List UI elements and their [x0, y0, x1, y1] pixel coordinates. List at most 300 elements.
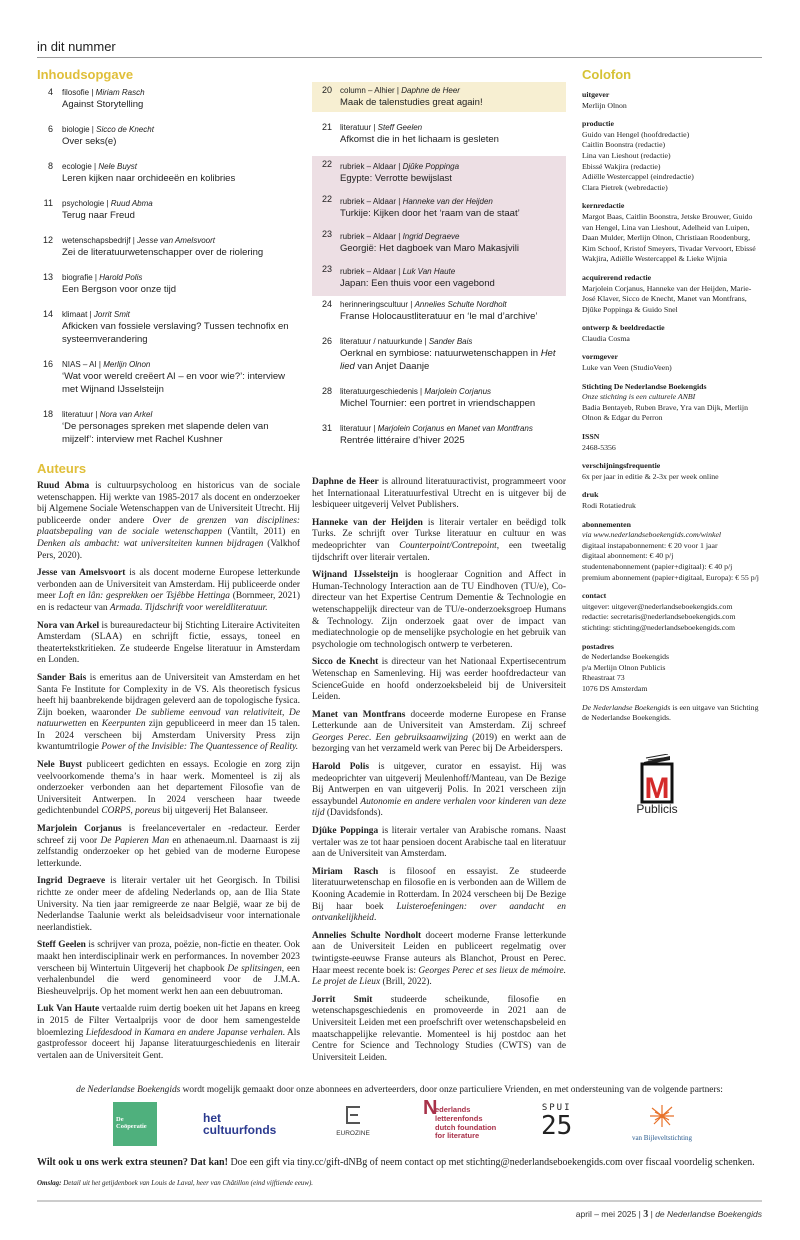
text-run: digitaal instapabonnement: € 20 voor 1 jaar	[582, 540, 718, 550]
text-run: Margot Baas, Caitlin Boonstra, Jetske Brouwer, Guido van Hengel, Lina van Lieshout, Adelheid van Luipen, Daan Mulder, Merlijn Olnon, Christiaan Roodenburg, Kim Schoof, Kristof Smeyers, Tivadar Vervoort, Ebissé Wakjira, Adiëlle Westercappel & Lieke Wijnia	[582, 211, 756, 264]
text-run: premium abonnement (papier+digitaal, Europa): € 55 p/j	[582, 572, 759, 582]
category: psychologie	[62, 199, 105, 208]
entry-category: herinneringscultuur | Annelies Schulte Nordholt	[340, 300, 507, 309]
text-run: is een uitgave van Stichting de Nederlandse Boekengids.	[582, 702, 759, 723]
section-header: in dit nummer	[37, 39, 116, 54]
partners-intro	[37, 1084, 762, 1096]
eurozine-mark-icon	[346, 1106, 360, 1124]
text-run: Adiëlle Westercappel (eindredactie)	[582, 172, 694, 182]
entry-title	[340, 277, 562, 290]
colofon-line	[582, 663, 762, 674]
text-run: Terug naar Freud	[62, 210, 135, 221]
entry-author: Nele Buyst	[98, 162, 138, 171]
entry-title	[340, 172, 562, 185]
text-run: is literair vertaler uit het Georgisch. In Tbilisi richtte ze onder meer de afdeling Nederlands op, aan de Ilia State University. Na tien jaar remigreerde ze naar België, waar ze bij de Nederlandse Taalunie werkt als beleidsadviseur voor internationale neerlandistiek.	[37, 876, 300, 933]
colofon-section	[582, 461, 762, 482]
cultuurfonds-line1: het	[203, 1111, 221, 1126]
text-run: Rodi Rotatiedruk	[582, 501, 636, 510]
bold-text: Luk Van Haute	[37, 1004, 100, 1015]
toc-entry[interactable]	[37, 84, 299, 114]
page-number: 24	[321, 299, 332, 309]
italic-text: via www.nederlandseboekengids.com/winkel	[582, 530, 722, 540]
entry-title	[62, 420, 299, 446]
colofon-line	[582, 212, 762, 265]
italic-text: Armada. Tijdschrift voor wereldliteratuur.	[109, 602, 268, 613]
category: klimaat	[62, 310, 88, 319]
page-number: 26	[321, 336, 332, 346]
category: NIAS – AI	[62, 360, 97, 369]
text-run: Merlijn Olnon	[582, 100, 627, 110]
text-run: (2019) en werkt aan de bezorging van het verzameld werk van Perec bij De Arbeiderspers.	[312, 732, 566, 755]
text-run: is cultuurpsycholoog en historicus van de sociale wetenschappen. Hij werkte van 1985-2017 als docent en onderzoeker bij Algemene Sociale Wetenschappen van de Universiteit Utrecht. Hij publiceerde onder andere	[37, 481, 300, 526]
text-run: is freelancevertaler en -redacteur. Eerder schreef zij voor	[37, 824, 300, 846]
entry-category: rubriek – Aldaar | Hanneke van der Heijden	[340, 197, 493, 206]
entry-author: Marjolein Corjanus en Manet van Montfrans	[377, 424, 533, 433]
toc-entry[interactable]	[312, 119, 566, 149]
page-number: 11	[43, 198, 53, 208]
logo-eurozine[interactable]	[333, 1106, 373, 1137]
entry-category: NIAS – AI | Merlijn Olnon	[62, 360, 151, 369]
logo-letterenfonds[interactable]	[423, 1097, 497, 1141]
colofon-line	[582, 392, 762, 403]
page-number: 18	[42, 409, 53, 419]
text-run: is schrijver van proza, poëzie, non-fictie en theater. Ook maakt hen interdisciplinair werk en performances. In november 2023 verscheen bij Wintertuin Uitgeverij het chapbook	[37, 940, 300, 974]
author-bio	[37, 1004, 300, 1062]
italic-text: Over de grenzen van disciplines: plaatsbepaling van de sociale wetenschappen	[37, 515, 300, 538]
page-footer	[37, 1209, 762, 1220]
colofon-section-heading: druk	[582, 490, 599, 500]
page-number: 23	[321, 229, 332, 239]
entry-author: Sander Bais	[428, 337, 473, 346]
entry-category: psychologie | Ruud Abma	[62, 199, 153, 208]
text-run: Afkomst die in het lichaam is gesleten	[340, 134, 499, 145]
text-run: de Nederlandse Boekengids	[582, 652, 670, 662]
colofon-section-heading: kernredactie	[582, 201, 625, 211]
text-run: Zei de literatuurwetenschapper over de riolering	[62, 247, 264, 258]
toc-entry[interactable]	[312, 156, 566, 191]
text-run: Guido van Hengel (hoofdredactie)	[582, 129, 690, 139]
text-run: Lina van Lieshout (redactie)	[582, 150, 671, 160]
entry-title	[62, 370, 299, 396]
text-run: (Vantilt, 2011) en	[221, 527, 300, 538]
text-run: doceerde moderne Europese en Franse Letterkunde aan de Universiteit van Amsterdam. Zij schreef	[312, 709, 566, 732]
toc	[37, 67, 566, 457]
entry-category: rubriek – Aldaar | Ingrid Degraeve	[340, 232, 460, 241]
text-run: Clara Pietrek (webredactie)	[582, 182, 668, 192]
bold-text: Marjolein Corjanus	[37, 824, 122, 835]
bold-text: Djûke Poppinga	[312, 826, 379, 837]
page-number: 23	[321, 264, 332, 274]
toc-entry[interactable]	[37, 121, 299, 151]
entry-author: Daphne de Heer	[401, 86, 460, 95]
author-bio	[312, 762, 566, 820]
text-run: zijn gepubliceerd in meer dan 15 talen. In 2024 verscheen bij Amsterdam University Press zijn kwantumtrilogie	[37, 719, 300, 753]
colofon-line	[582, 130, 762, 141]
cover-credit	[37, 1179, 762, 1188]
entry-author: Marjolein Corjanus	[424, 387, 492, 396]
entry-title	[340, 347, 562, 373]
colofon-line	[582, 573, 762, 584]
nlf-line: letterenfonds	[435, 1113, 483, 1123]
text-run: studentenabonnement (papier+digitaal): € 40 p/j	[582, 561, 733, 571]
colofon-line	[582, 334, 762, 345]
entry-title	[340, 242, 562, 255]
text-run: (Bornmeer, 2021) en is redacteur van	[37, 591, 300, 613]
italic-text: Keerpunten	[101, 719, 146, 730]
toc-entry[interactable]	[37, 306, 299, 349]
page-number: 12	[42, 235, 53, 245]
bold-text: Wijnand IJsselsteijn	[312, 570, 399, 581]
entry-title	[62, 246, 299, 259]
text-run: digitaal abonnement: € 40 p/j	[582, 551, 674, 561]
colofon-line	[582, 541, 762, 552]
bold-text: Nora van Arkel	[37, 620, 100, 631]
spui-label: SPUI	[541, 1103, 572, 1114]
bold-text: Wilt ook u ons werk extra steunen? Dat kan!	[37, 1157, 228, 1169]
toc-right-column	[312, 67, 566, 457]
toc-entry[interactable]	[312, 261, 566, 296]
text-run: Against Storytelling	[62, 99, 144, 110]
entry-title	[340, 310, 562, 323]
category: biografie	[62, 273, 93, 282]
header-divider	[37, 57, 762, 58]
category: filosofie	[62, 88, 90, 97]
text-run: Ebissé Wakjira (redactie)	[582, 161, 661, 171]
toc-entry[interactable]	[312, 420, 566, 450]
text-run: . Als gastprofessor doceert hij Japanse literatuurgeschiedenis en literair vertalen aan de Universiteit Gent.	[37, 1027, 300, 1061]
text-run: is als docent moderne Europese letterkunde verbonden aan de Universiteit van Amsterdam. Hij publiceerde onder meer	[37, 568, 301, 602]
colofon-line	[582, 403, 762, 424]
nlf-line: ederlands	[435, 1105, 471, 1115]
bold-text: Jesse van Amelsvoort	[37, 568, 126, 579]
colofon-line	[582, 284, 762, 316]
colofon-line	[582, 602, 762, 613]
text-run: Caitlin Boonstra (redactie)	[582, 140, 666, 150]
text-run: Rheastraat 73	[582, 673, 625, 683]
bold-text: Nele Buyst	[37, 760, 83, 771]
bold-text: Manet van Montfrans	[312, 709, 406, 720]
entry-author: Jorrit Smit	[93, 310, 130, 319]
entry-category: biografie | Harold Polis	[62, 273, 143, 282]
bold-text: Hanneke van der Heijden	[312, 517, 423, 528]
text-run: wordt mogelijk gemaakt door onze abonnees en adverteerders, door onze particuliere Vrienden, en met ondersteuning van de volgende partners:	[180, 1085, 723, 1096]
text-run: is uitgever, curator en essayist. Hij was medeoprichter van uitgeverij Meulenhoff/Manteau, van De Bezige Bij Antwerpen en van uitgeverij Polis. In 2021 verscheen zijn essaybundel	[312, 762, 566, 807]
text-run: is emeritus aan de Universiteit van Amsterdam en het Santa Fe Institute for Complexity in de VS. Als theoretisch fysicus heeft hij baanbrekende bijdragen geleverd aan de topologische fysica. Zijn boeken, waaronder	[37, 672, 300, 718]
colofon-section-heading: productie	[582, 119, 614, 129]
colofon-section-heading: uitgever	[582, 90, 610, 99]
colofon-section	[582, 119, 762, 193]
text-run: .	[373, 913, 377, 924]
toc-left-column	[37, 84, 299, 449]
category: rubriek – Aldaar	[340, 267, 397, 276]
toc-entry[interactable]	[37, 232, 299, 262]
colofon-line	[582, 673, 762, 684]
author-bio	[312, 570, 566, 651]
eurozine-label: EUROZINE	[336, 1130, 370, 1138]
entry-title	[62, 172, 299, 185]
colofon-section	[582, 382, 762, 424]
entry-category: filosofie | Miriam Rasch	[62, 88, 145, 97]
text-run: (Davidsfonds).	[324, 808, 383, 819]
network-star-icon	[649, 1104, 675, 1128]
separator: |	[638, 1209, 641, 1220]
entry-title	[62, 209, 299, 222]
category: literatuurgeschiedenis	[340, 387, 418, 396]
italic-text: De sublieme eenvoud van relativiteit, De natuurwetten	[37, 707, 300, 730]
colofon-section	[582, 273, 762, 315]
author-bio	[312, 657, 566, 703]
author-bio	[312, 710, 566, 756]
colofon-section	[582, 352, 762, 373]
entry-category: ecologie | Nele Buyst	[62, 162, 138, 171]
italic-text: Liefdesdood in Kamara en andere Japanse verhalen	[85, 1027, 283, 1038]
author-bio	[37, 824, 300, 870]
toc-entry[interactable]	[312, 383, 566, 413]
italic-text: CORPS, poreus	[101, 806, 161, 817]
text-run: uitgever: uitgever@nederlandseboekengids.com	[582, 601, 733, 611]
entry-category: rubriek – Aldaar | Luk Van Haute	[340, 267, 456, 276]
category: literatuur / natuurkunde	[340, 337, 423, 346]
page-number: 6	[47, 124, 53, 134]
entry-title	[340, 434, 562, 447]
text-run: Rentrée littéraire d’hiver 2025	[340, 435, 465, 446]
italic-text: Onze stichting is een culturele ANBI	[582, 392, 696, 402]
svg-text:M: M	[644, 771, 670, 805]
text-run: studeerde scheikunde, filosofie en wetenschapsgeschiedenis en promoveerde in 2021 aan de Universiteit Leiden met een proefschrift over wetenschapsbeleid en maatschappelijke relevantie. Momenteel is hij postdoc aan het Centre for Science and Technology Studies (CWTS) van de Universiteit Leiden.	[312, 994, 566, 1063]
entry-title	[340, 207, 562, 220]
entry-category: biologie | Sicco de Knecht	[62, 125, 154, 134]
nlf-line: for literature	[435, 1131, 480, 1141]
entry-author: Jesse van Amelsvoort	[137, 236, 215, 245]
text-run: Japan: Een thuis voor een vagebond	[340, 278, 495, 289]
magazine-name: de Nederlandse Boekengids	[655, 1209, 762, 1220]
colofon-section	[582, 90, 762, 111]
bold-text: Annelies Schulte Nordholt	[312, 930, 422, 941]
colofon-heading: Colofon	[582, 67, 632, 82]
colofon-line	[582, 151, 762, 162]
toc-heading: Inhoudsopgave	[37, 67, 134, 82]
entry-author: Ruud Abma	[110, 199, 153, 208]
nlf-line: dutch foundation	[435, 1122, 497, 1132]
text-run: Badia Bentayeb, Ruben Brave, Yra van Dijk, Merlijn Olnon & Edgar du Perron	[582, 402, 748, 423]
colofon-section	[582, 520, 762, 584]
category: herinneringscultuur	[340, 300, 409, 309]
entry-author: Hanneke van der Heijden	[402, 197, 493, 206]
colofon-section	[582, 642, 762, 695]
italic-text: Georges Perec et ses lieux de mémoire. Le projet de Lieux	[312, 965, 566, 988]
entry-category: klimaat | Jorrit Smit	[62, 310, 130, 319]
entry-author: Steff Geelen	[377, 123, 423, 132]
italic-text: Loft en lân: gesprekken oer Tsjêbbe Hettinga	[58, 591, 230, 602]
category: literatuur	[340, 424, 372, 433]
colofon-line	[582, 162, 762, 173]
publicis-logo	[630, 754, 690, 814]
entry-title	[340, 397, 562, 410]
toc-entry[interactable]	[37, 195, 299, 225]
text-run: p/a Merlijn Olnon Publicis	[582, 662, 666, 672]
author-bio	[312, 477, 566, 512]
logo-spui25[interactable]	[541, 1103, 573, 1142]
colofon	[582, 90, 762, 724]
category: rubriek – Aldaar	[340, 232, 397, 241]
bold-text: Harold Polis	[312, 762, 369, 773]
text-run: Oerknal en symbiose: natuurwetenschappen in	[340, 348, 541, 359]
colofon-section-heading: ontwerp & beeldredactie	[582, 323, 665, 333]
entry-category: literatuur / natuurkunde | Sander Bais	[340, 337, 473, 346]
author-bios	[37, 477, 567, 1070]
category: literatuur	[340, 123, 372, 132]
text-run: Een Bergson voor onze tijd	[62, 284, 177, 295]
text-run: 6x per jaar in editie & 2-3x per week online	[582, 471, 719, 481]
text-run: Michel Tournier: een portret in vriendschappen	[340, 398, 536, 409]
entry-author: Sicco de Knecht	[96, 125, 154, 134]
logo-de-cooperatie[interactable]: De Coöperatie	[113, 1102, 157, 1146]
colofon-section	[582, 323, 762, 344]
entry-author: Merlijn Olnon	[103, 360, 151, 369]
text-run: stichting: stichting@nederlandseboekengids.com	[582, 622, 736, 632]
support-appeal	[37, 1156, 762, 1169]
page-number: 8	[47, 161, 53, 171]
entry-author: Miriam Rasch	[95, 88, 145, 97]
colofon-line	[582, 501, 762, 512]
colofon-line	[582, 612, 762, 623]
colofon-line	[582, 684, 762, 695]
colofon-line	[582, 183, 762, 194]
colofon-line	[582, 551, 762, 562]
text-run: Detail uit het getijdenboek van Louis de Laval, heer van Châtillon (eind vijftiende eeuw).	[61, 1179, 314, 1188]
text-run: publiceert gedichten en essays. Ecologie en zorg zijn veelvoorkomende thema’s in haar werk. Momenteel is zij als onderzoeker verbonden aan het departement Filosofie van de Universiteit Antwerpen. In 2024 verscheen haar tweede gedichtenbundel	[37, 760, 300, 817]
italic-text: de Nederlandse Boekengids	[76, 1085, 181, 1096]
text-run: Marjolein Corjanus, Hanneke van der Heijden, Marie-José Klaver, Sicco de Knecht, Manet van Montfrans, Djûke Poppinga & Guido Snel	[582, 283, 752, 314]
separator: |	[650, 1209, 653, 1220]
entry-category: rubriek – Aldaar | Djûke Poppinga	[340, 162, 460, 171]
author-bio	[37, 673, 300, 754]
toc-entry[interactable]	[312, 82, 566, 112]
bold-text: Jorrit Smit	[312, 994, 373, 1005]
italic-text: Het lied	[340, 348, 556, 372]
text-run: is literair vertaler en beëdigd tolk Turks. Ze schrijft over Turkse literatuur en cultuur en was medeoprichter van	[312, 517, 566, 551]
category: column – Alhier	[340, 86, 395, 95]
colofon-line	[582, 443, 762, 454]
toc-entry[interactable]	[312, 333, 566, 376]
bold-text: Sander Bais	[37, 672, 87, 683]
entry-category: wetenschapsbedrijf | Jesse van Amelsvoort	[62, 236, 215, 245]
text-run: doceert moderne Franse letterkunde aan de Universiteit Leiden en publiceert regelmatig over twintigste-eeuwse Franse auteurs als Blanchot, Proust en Perec. Haar meest recente boek is:	[312, 930, 566, 976]
colofon-line	[582, 363, 762, 374]
colofon-line	[582, 652, 762, 663]
text-run: Luke van Veen (StudioVeen)	[582, 363, 672, 373]
italic-text: Denken als ambacht: wat universiteiten kunnen bijdragen	[37, 538, 264, 549]
colofon-section-heading: vormgever	[582, 352, 618, 362]
author-bio	[37, 940, 300, 998]
toc-entry[interactable]	[312, 226, 566, 261]
toc-entry[interactable]	[37, 269, 299, 299]
page-number: 4	[47, 87, 53, 97]
text-run: Doe een gift via tiny.cc/gift-dNBg of neem contact op met stichting@nederlandseboekengids.com over fiscaal voordelig schenken.	[227, 1157, 755, 1169]
toc-entry[interactable]	[312, 191, 566, 226]
colofon-line	[582, 562, 762, 573]
entry-category: literatuur | Steff Geelen	[340, 123, 423, 132]
main-content	[37, 67, 762, 1070]
author-bio	[37, 621, 300, 667]
colofon-line	[582, 172, 762, 183]
italic-text: De Nederlandse Boekengids	[582, 702, 671, 712]
text-run: is hoogleraar Cognition and Affect in Human-Technology Interaction aan de TU Eindhoven (TU/e), Co-directeur van het Expertise Centrum Dementie & Technologie en wetenschappelijk directeur van de TU/e-onderzoeksgroep Humans & Technology. Zijn onderzoek gaat over de impact van mediatechnologie op de menselijke psychologie en het gebruik van psychologie om technologisch ontwerp te verbeteren.	[312, 570, 566, 650]
toc-entry[interactable]	[37, 158, 299, 188]
text-run: is directeur van het Nationaal Expertisecentrum Wetenschap en Samenleving. Hij was eerder hoofdredacteur van ScienceGuide en hoofd onderzoeksbeleid bij de Universiteit Leiden.	[312, 657, 566, 703]
colofon-line	[582, 623, 762, 634]
colofon-section	[582, 432, 762, 453]
entry-category: literatuurgeschiedenis | Marjolein Corjanus	[340, 387, 492, 396]
authors-heading: Auteurs	[37, 461, 87, 476]
entry-title	[62, 283, 299, 296]
entry-author: Ingrid Degraeve	[402, 232, 460, 241]
toc-entry[interactable]	[37, 356, 299, 399]
italic-text: De Papieren Man	[100, 835, 170, 846]
text-run: 2468-5356	[582, 442, 616, 452]
text-run: redactie: secretaris@nederlandseboekengids.com	[582, 612, 736, 622]
text-run: Claudia Cosma	[582, 333, 630, 343]
bold-text: Ingrid Degraeve	[37, 876, 106, 887]
text-run: (Valkhof Pers, 2020).	[37, 538, 301, 561]
entry-title	[62, 98, 299, 111]
toc-entry[interactable]	[37, 406, 299, 449]
italic-text: Counterpoint/Contrepoint	[399, 540, 497, 551]
spui-number: 25	[541, 1111, 573, 1142]
footer-divider	[37, 1200, 762, 1202]
page-number: 22	[321, 159, 332, 169]
author-bio	[312, 931, 566, 989]
colofon-line	[582, 530, 762, 541]
entry-author: Djûke Poppinga	[402, 162, 460, 171]
text-run: , een verhalenbundel die werd genomineerd voor de J.M.A. Biesheuvelprijs. Op het moment werkt hen aan een debuutroman.	[37, 963, 300, 997]
svg-text:Publicis: Publicis	[636, 801, 678, 814]
author-bio	[37, 481, 300, 562]
entry-title	[340, 96, 562, 109]
toc-entry[interactable]	[312, 296, 566, 326]
page-number: 16	[42, 359, 53, 369]
entry-category: literatuur | Nora van Arkel	[62, 410, 153, 419]
text-run: Afkicken van fossiele verslaving? Tussen technofix en systeemverandering	[62, 321, 289, 345]
author-bio	[37, 568, 300, 614]
bold-text: Daphne de Heer	[312, 477, 379, 487]
colofon-section-heading: postadres	[582, 641, 614, 651]
bold-text: Sicco de Knecht	[312, 657, 379, 668]
bijvelt-label: van Bijleveltstichting	[631, 1134, 693, 1143]
colofon-section-heading: verschijningsfrequentie	[582, 461, 661, 471]
logo-bijleveltstichting[interactable]	[622, 1104, 702, 1142]
italic-text: Autonomie en andere verhalen voor kinderen van deze tijd	[312, 796, 567, 819]
colofon-line	[582, 101, 762, 112]
page-number: 14	[42, 309, 53, 319]
text-run: Franse Holocaustliteratuur en ‘le mal d’archive’	[340, 311, 538, 322]
text-run: is allround literatuuractivist, programmeert voor het Internationaal Literatuurfestival Utrecht en is uitgever bij de lesbiqueer uitgeverij Velvet Publishers.	[312, 477, 566, 511]
author-bio	[37, 876, 300, 934]
entry-author: Annelies Schulte Nordholt	[414, 300, 507, 309]
author-bio	[37, 760, 300, 818]
entry-author: Luk Van Haute	[402, 267, 456, 276]
colofon-section-heading: Stichting De Nederlandse Boekengids	[582, 381, 707, 391]
page-number: 13	[42, 272, 53, 282]
toc-left-wrapper	[37, 67, 299, 457]
colofon-section-heading: acquirerend redactie	[582, 272, 652, 282]
text-run: en	[86, 719, 102, 730]
colofon-section	[582, 703, 762, 724]
colofon-section-heading: abonnementen	[582, 519, 631, 529]
page-number: 28	[321, 386, 332, 396]
text-run: ‘Wat voor wereld creëert AI – en voor wie?’: interview met Wijnand IJsselsteijn	[62, 371, 285, 395]
author-bios-left	[37, 481, 300, 1070]
